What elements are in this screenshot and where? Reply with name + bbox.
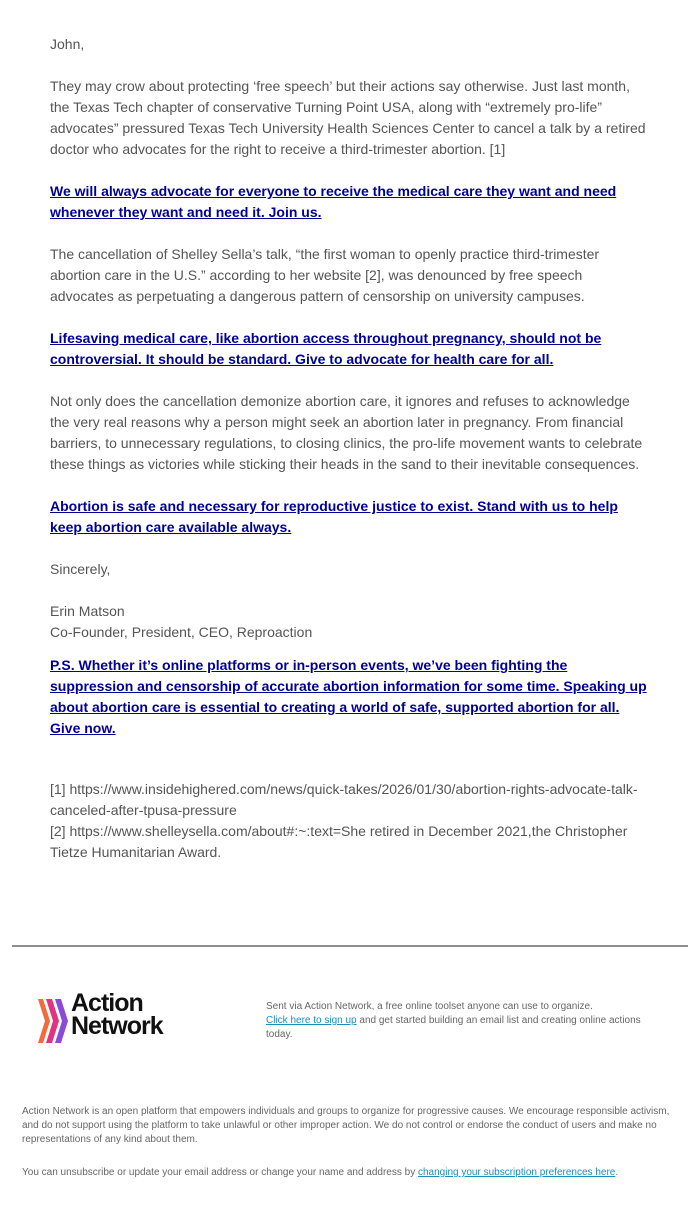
cta-link-stand-with-us[interactable]: Abortion is safe and necessary for reproductive justice to exist. Stand with us to help keep abortion care available always. xyxy=(50,498,618,535)
signer-title: Co-Founder, President, CEO, Reproaction xyxy=(50,624,313,640)
paragraph-3: Not only does the cancellation demonize abortion care, it ignores and refuses to acknowledge the very real reasons why a person might seek an abortion later in pregnancy. From financial barriers, to unnecessary regulations, to closing clinics, the pro-life movement wants to celebrate these things as victories while sticking their heads in the sand to their inevitable consequences. xyxy=(50,393,643,472)
subscription-preferences-link[interactable]: changing your subscription preferences here xyxy=(418,1167,616,1178)
ps-give-now-link[interactable]: P.S. Whether it’s online platforms or in-person events, we’ve been fighting the suppression and censorship of accurate abortion information for some time. Speaking up about abortion care is essential to creating a world of safe, supported abortion for all. Give now. xyxy=(50,657,647,736)
reference-1: [1] https://www.insidehighered.com/news/quick-takes/2026/01/30/abortion-rights-advocate-talk-canceled-after-tpusa-pressure xyxy=(50,781,638,818)
cta-link-join[interactable]: We will always advocate for everyone to receive the medical care they want and need whenever they want and need it. Join us. xyxy=(50,183,617,220)
disclaimer: Action Network is an open platform that empowers individuals and groups to organize for progressive causes. We encourage responsible activism, and do not support using the platform to take unlawful or other improper action. We do not control or endorse the conduct of users and make no representations of any kind about them. xyxy=(22,1106,670,1145)
sent-via-note xyxy=(266,1000,646,1042)
references xyxy=(50,779,650,863)
email-body xyxy=(50,34,650,863)
unsubscribe-note: You can unsubscribe or update your email address or change your name and address by changing your subscription preferences here. xyxy=(22,1167,619,1178)
paragraph-1: They may crow about protecting ‘free speech’ but their actions say otherwise. Just last month, the Texas Tech chapter of conservative Turning Point USA, along with “extremely pro-life” advocates” pressured Texas Tech University Health Sciences Center to cancel a talk by a retired doctor who advocates for the right to receive a third-trimester abortion. [1] xyxy=(50,78,646,157)
closing: Sincerely, xyxy=(50,561,111,577)
reference-2: [2] https://www.shelleysella.com/about#:~:text=She retired in December 2021,the Christopher Tietze Humanitarian Award. xyxy=(50,823,628,860)
paragraph-2: The cancellation of Shelley Sella’s talk, “the first woman to openly practice third-trimester abortion care in the U.S.” according to her website [2], was denounced by free speech advocates as perpetuating a dangerous pattern of censorship on university campuses. xyxy=(50,246,600,304)
signer-name: Erin Matson xyxy=(50,603,125,619)
signup-link[interactable]: Click here to sign up xyxy=(266,1015,357,1026)
salutation: John, xyxy=(50,36,85,52)
footer-divider xyxy=(12,945,688,947)
signup-rest: and get started building an email list and creating online actions today. xyxy=(266,1015,641,1040)
action-network-logo[interactable] xyxy=(38,989,198,1047)
cta-link-give[interactable]: Lifesaving medical care, like abortion access throughout pregnancy, should not be controversial. It should be standard. Give to advocate for health care for all. xyxy=(50,330,602,367)
chevrons-icon xyxy=(38,995,72,1047)
sent-text: Sent via Action Network, a free online toolset anyone can use to organize. xyxy=(266,1001,593,1012)
logo-wordmark: Action Network xyxy=(71,989,163,1040)
